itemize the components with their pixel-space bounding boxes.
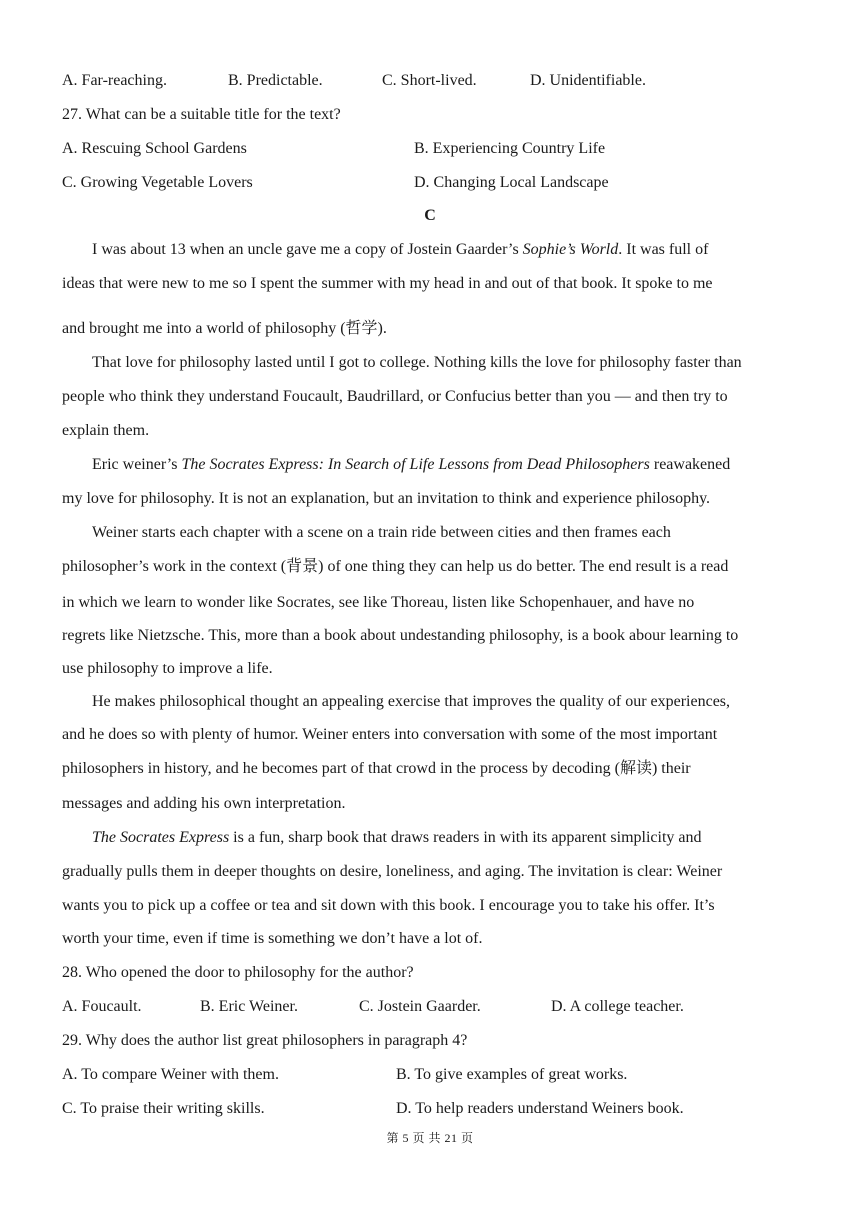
- section-heading: C: [424, 207, 436, 224]
- q27-option-d: D. Changing Local Landscape: [414, 174, 609, 191]
- q29-option-c: C. To praise their writing skills.: [62, 1100, 265, 1117]
- passage-p2-line2: people who think they understand Foucault, Baudrillard, or Confucius better than you — and then try to: [62, 388, 728, 405]
- q26-option-d: D. Unidentifiable.: [530, 72, 646, 89]
- passage-p1-line3: and brought me into a world of philosophy (哲学).: [62, 320, 387, 337]
- passage-p6-line2: gradually pulls them in deeper thoughts on desire, loneliness, and aging. The invitation is clear: Weiner: [62, 863, 723, 880]
- passage-p4-line5: use philosophy to improve a life.: [62, 660, 273, 677]
- q29-option-d: D. To help readers understand Weiners book.: [396, 1100, 684, 1117]
- q27-option-b: B. Experiencing Country Life: [414, 140, 606, 157]
- q29-question: 29. Why does the author list great philosophers in paragraph 4?: [62, 1032, 468, 1049]
- q29-option-a: A. To compare Weiner with them.: [62, 1066, 279, 1083]
- passage-p5-line1: He makes philosophical thought an appealing exercise that improves the quality of our experiences,: [92, 693, 731, 710]
- q27-question: 27. What can be a suitable title for the text?: [62, 106, 341, 123]
- q27-option-a: A. Rescuing School Gardens: [62, 140, 247, 157]
- q28-option-d: D. A college teacher.: [551, 998, 684, 1015]
- text-span: . It was full of: [618, 241, 709, 258]
- passage-p5-line4: messages and adding his own interpretation.: [62, 795, 346, 812]
- passage-p6-line1: [92, 828, 702, 848]
- text-span: Eric weiner’s: [92, 456, 182, 473]
- passage-p5-line2: and he does so with plenty of humor. Weiner enters into conversation with some of the most important: [62, 726, 718, 743]
- passage-p2-line3: explain them.: [62, 422, 150, 439]
- passage-p4-line1: Weiner starts each chapter with a scene on a train ride between cities and then frames each: [92, 524, 671, 541]
- passage-p3-line1: [92, 455, 730, 475]
- page-number-footer: 第 5 页 共 21 页: [386, 1131, 474, 1145]
- q26-option-b: B. Predictable.: [228, 72, 323, 89]
- book-title: Sophie’s World: [522, 241, 619, 258]
- passage-p2-line1: That love for philosophy lasted until I got to college. Nothing kills the love for philosophy faster than: [92, 354, 742, 371]
- passage-p5-line3: philosophers in history, and he becomes part of that crowd in the process by decoding (解读) their: [62, 760, 691, 777]
- passage-p6-line4: worth your time, even if time is something we don’t have a lot of.: [62, 930, 483, 947]
- q28-question: 28. Who opened the door to philosophy for the author?: [62, 964, 414, 981]
- q26-option-c: C. Short-lived.: [382, 72, 477, 89]
- q28-option-a: A. Foucault.: [62, 998, 142, 1015]
- passage-p4-line4: regrets like Nietzsche. This, more than a book about undestanding philosophy, is a book abour learning to: [62, 627, 739, 644]
- book-title: The Socrates Express: [92, 829, 230, 846]
- passage-p1-line1: [92, 240, 708, 260]
- passage-p4-line3: in which we learn to wonder like Socrates, see like Thoreau, listen like Schopenhauer, and have no: [62, 594, 695, 611]
- passage-p1-line2: ideas that were new to me so I spent the summer with my head in and out of that book. It spoke to me: [62, 275, 713, 292]
- text-span: I was about 13 when an uncle gave me a copy of Jostein Gaarder’s: [92, 241, 523, 258]
- q29-option-b: B. To give examples of great works.: [396, 1066, 628, 1083]
- passage-p6-line3: wants you to pick up a coffee or tea and sit down with this book. I encourage you to take his offer. It’s: [62, 897, 715, 914]
- passage-p3-line2: my love for philosophy. It is not an explanation, but an invitation to think and experience philosophy.: [62, 490, 711, 507]
- passage-p4-line2: philosopher’s work in the context (背景) of one thing they can help us do better. The end result is a read: [62, 558, 729, 575]
- q28-option-c: C. Jostein Gaarder.: [359, 998, 481, 1015]
- q27-option-c: C. Growing Vegetable Lovers: [62, 174, 253, 191]
- q28-option-b: B. Eric Weiner.: [200, 998, 298, 1015]
- text-span: reawakened: [649, 456, 731, 473]
- text-span: is a fun, sharp book that draws readers in with its apparent simplicity and: [229, 829, 702, 846]
- book-title: The Socrates Express: In Search of Life Lessons from Dead Philosophers: [181, 456, 650, 473]
- q26-option-a: A. Far-reaching.: [62, 72, 167, 89]
